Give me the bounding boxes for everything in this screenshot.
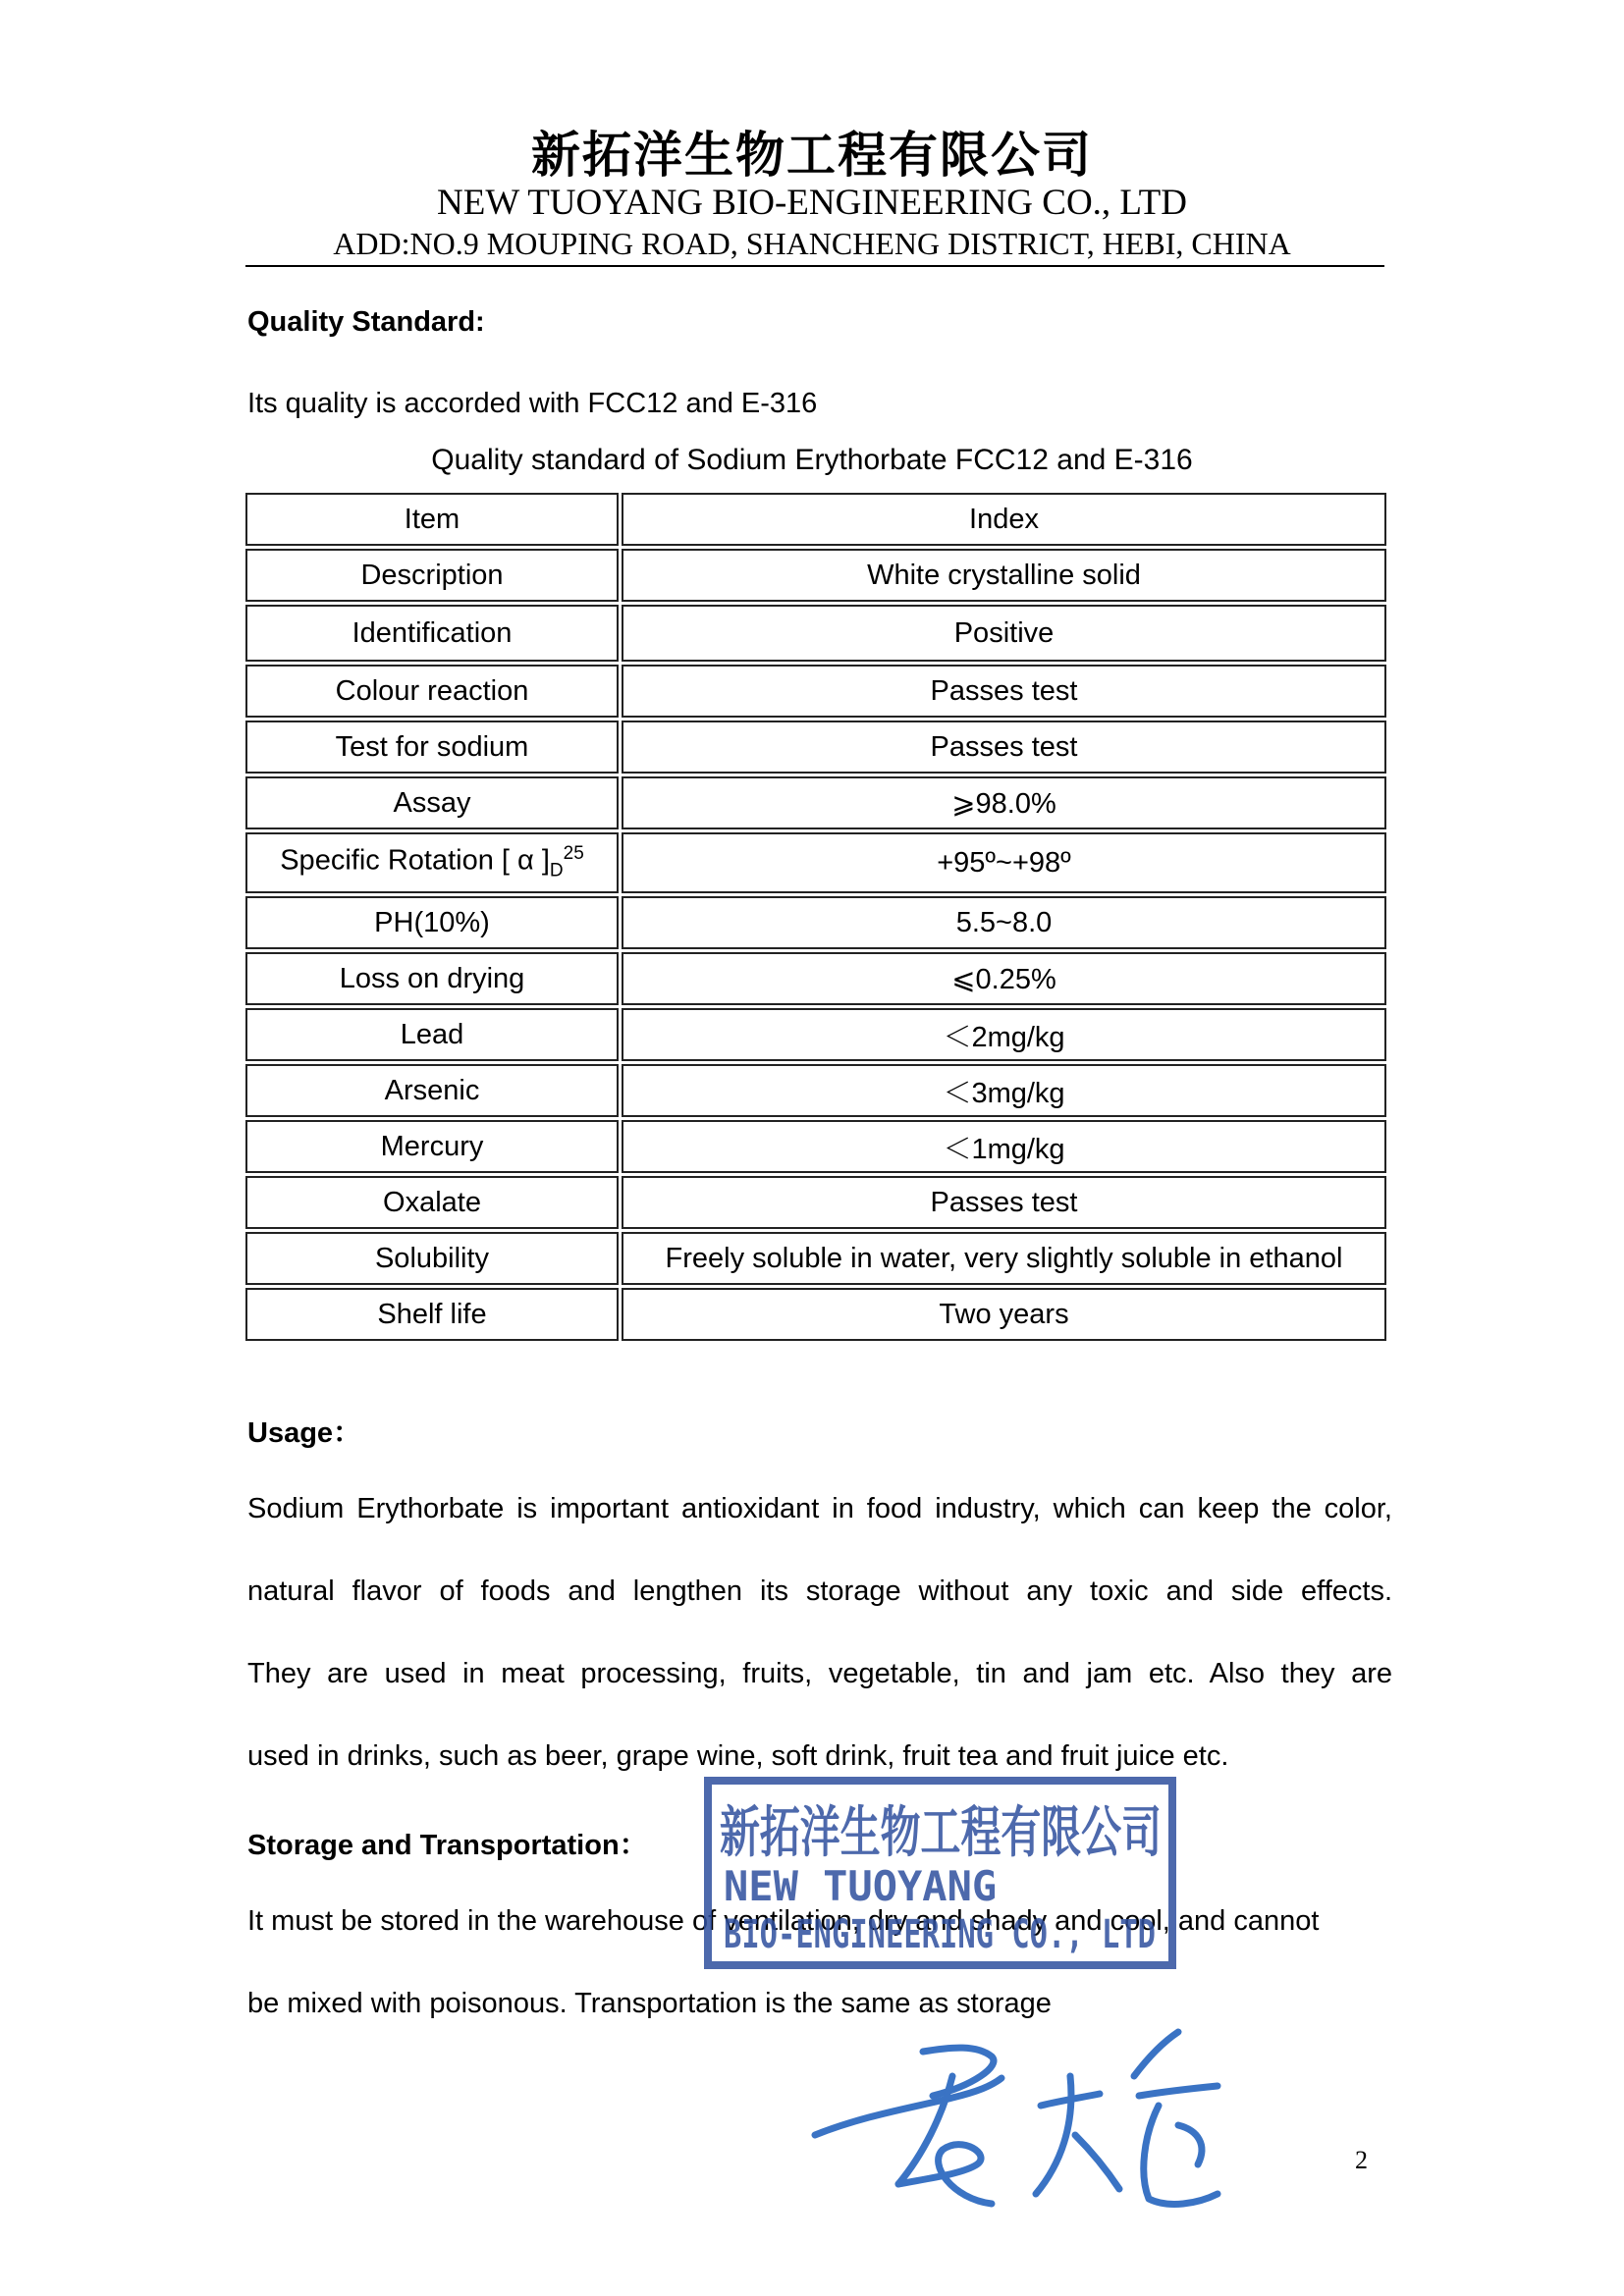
usage-line-2: natural flavor of foods and lengthen its storage without any toxic and side effects. bbox=[247, 1575, 1392, 1607]
table-cell-index: Passes test bbox=[622, 721, 1386, 774]
storage-line-1: It must be stored in the warehouse of ventilation, dry and shady and cool, and cannot bbox=[247, 1905, 1320, 1937]
storage-line-2: be mixed with poisonous. Transportation is the same as storage bbox=[247, 1988, 1052, 2019]
table-cell-item bbox=[245, 952, 619, 1005]
table-row bbox=[245, 832, 1386, 893]
table-cell-index: ⩽0.25% bbox=[622, 952, 1386, 1005]
table-row bbox=[245, 605, 1386, 662]
item-label: Solubility bbox=[374, 1242, 490, 1274]
item-label: Arsenic bbox=[384, 1074, 480, 1106]
table-cell-index: ⩾98.0% bbox=[622, 776, 1386, 829]
table-cell-index: Passes test bbox=[622, 665, 1386, 718]
item-label: Test for sodium bbox=[335, 730, 529, 763]
item-label: Lead bbox=[400, 1018, 464, 1050]
item-subscript: D bbox=[549, 860, 564, 881]
table-header-row bbox=[245, 493, 1386, 546]
table-cell-item bbox=[245, 896, 619, 949]
table-cell-item bbox=[245, 1064, 619, 1117]
table-header-index: Index bbox=[622, 493, 1386, 546]
quality-standard-table bbox=[243, 490, 1389, 1344]
table-cell-item bbox=[245, 1120, 619, 1173]
table-cell-item bbox=[245, 605, 619, 662]
table-cell-item bbox=[245, 832, 619, 893]
table-header-item: Item bbox=[245, 493, 619, 546]
usage-line-4: used in drinks, such as beer, grape wine, soft drink, fruit tea and fruit juice etc. bbox=[247, 1740, 1229, 1772]
company-stamp-icon bbox=[702, 1775, 1178, 1971]
table-cell-index: Freely soluble in water, very slightly soluble in ethanol bbox=[622, 1232, 1386, 1285]
company-address: ADD:NO.9 MOUPING ROAD, SHANCHENG DISTRICT, HEBI, CHINA bbox=[333, 226, 1291, 261]
table-row bbox=[245, 549, 1386, 602]
table-cell-index: Two years bbox=[622, 1288, 1386, 1341]
quality-standard-heading: Quality Standard: bbox=[247, 306, 485, 338]
svg-text:NEW TUOYANG: NEW TUOYANG bbox=[724, 1862, 998, 1910]
table-row bbox=[245, 1120, 1386, 1173]
table-cell-index: ＜2mg/kg bbox=[622, 1008, 1386, 1061]
table-cell-item bbox=[245, 549, 619, 602]
table-cell-index: Positive bbox=[622, 605, 1386, 662]
table-cell-index: +95º~+98º bbox=[622, 832, 1386, 893]
table-row bbox=[245, 1288, 1386, 1341]
table-cell-index: ＜3mg/kg bbox=[622, 1064, 1386, 1117]
item-label: Colour reaction bbox=[335, 674, 529, 707]
table-cell-item bbox=[245, 665, 619, 718]
item-label: Specific Rotation [ α ] bbox=[280, 844, 550, 877]
table-cell-index: 5.5~8.0 bbox=[622, 896, 1386, 949]
table-row bbox=[245, 1008, 1386, 1061]
quality-intro: Its quality is accorded with FCC12 and E-316 bbox=[247, 388, 818, 419]
item-label: Mercury bbox=[380, 1130, 484, 1162]
header-divider bbox=[245, 265, 1384, 267]
item-label: Description bbox=[360, 559, 504, 591]
table-cell-item bbox=[245, 721, 619, 774]
table-row bbox=[245, 1176, 1386, 1229]
usage-line-1: Sodium Erythorbate is important antioxidant in food industry, which can keep the color, bbox=[247, 1493, 1392, 1524]
table-cell-item bbox=[245, 1288, 619, 1341]
item-label: Loss on drying bbox=[339, 962, 525, 994]
table-cell-item bbox=[245, 1008, 619, 1061]
page-number: 2 bbox=[1355, 2146, 1368, 2174]
table-row bbox=[245, 1232, 1386, 1285]
usage-heading: Usage： bbox=[247, 1417, 362, 1449]
usage-line-3: They are used in meat processing, fruits, vegetable, tin and jam etc. Also they are bbox=[247, 1658, 1392, 1689]
svg-text:BIO-ENGINEERING CO., LTD: BIO-ENGINEERING CO., LTD bbox=[724, 1912, 1156, 1957]
table-cell-item bbox=[245, 1232, 619, 1285]
table-row bbox=[245, 776, 1386, 829]
table-cell-index: ＜1mg/kg bbox=[622, 1120, 1386, 1173]
table-row bbox=[245, 1064, 1386, 1117]
table-row bbox=[245, 665, 1386, 718]
table-cell-item bbox=[245, 776, 619, 829]
signature-icon bbox=[805, 2017, 1267, 2214]
storage-heading: Storage and Transportation： bbox=[247, 1830, 648, 1861]
table-cell-index: Passes test bbox=[622, 1176, 1386, 1229]
item-label: Assay bbox=[393, 786, 471, 819]
company-name-english: NEW TUOYANG BIO-ENGINEERING CO., LTD bbox=[437, 183, 1187, 223]
item-label: PH(10%) bbox=[374, 906, 490, 938]
item-superscript: 25 bbox=[563, 843, 584, 865]
table-row bbox=[245, 721, 1386, 774]
item-label: Identification bbox=[352, 616, 513, 649]
table-caption: Quality standard of Sodium Erythorbate FCC12 and E-316 bbox=[431, 444, 1193, 476]
table-cell-index: White crystalline solid bbox=[622, 549, 1386, 602]
item-label: Shelf life bbox=[377, 1298, 487, 1330]
svg-text:新拓洋生物工程有限公司: 新拓洋生物工程有限公司 bbox=[720, 1800, 1162, 1865]
table-row bbox=[245, 896, 1386, 949]
table-row bbox=[245, 952, 1386, 1005]
item-label: Oxalate bbox=[383, 1186, 481, 1218]
table-cell-item bbox=[245, 1176, 619, 1229]
company-name-chinese: 新拓洋生物工程有限公司 bbox=[531, 128, 1093, 183]
